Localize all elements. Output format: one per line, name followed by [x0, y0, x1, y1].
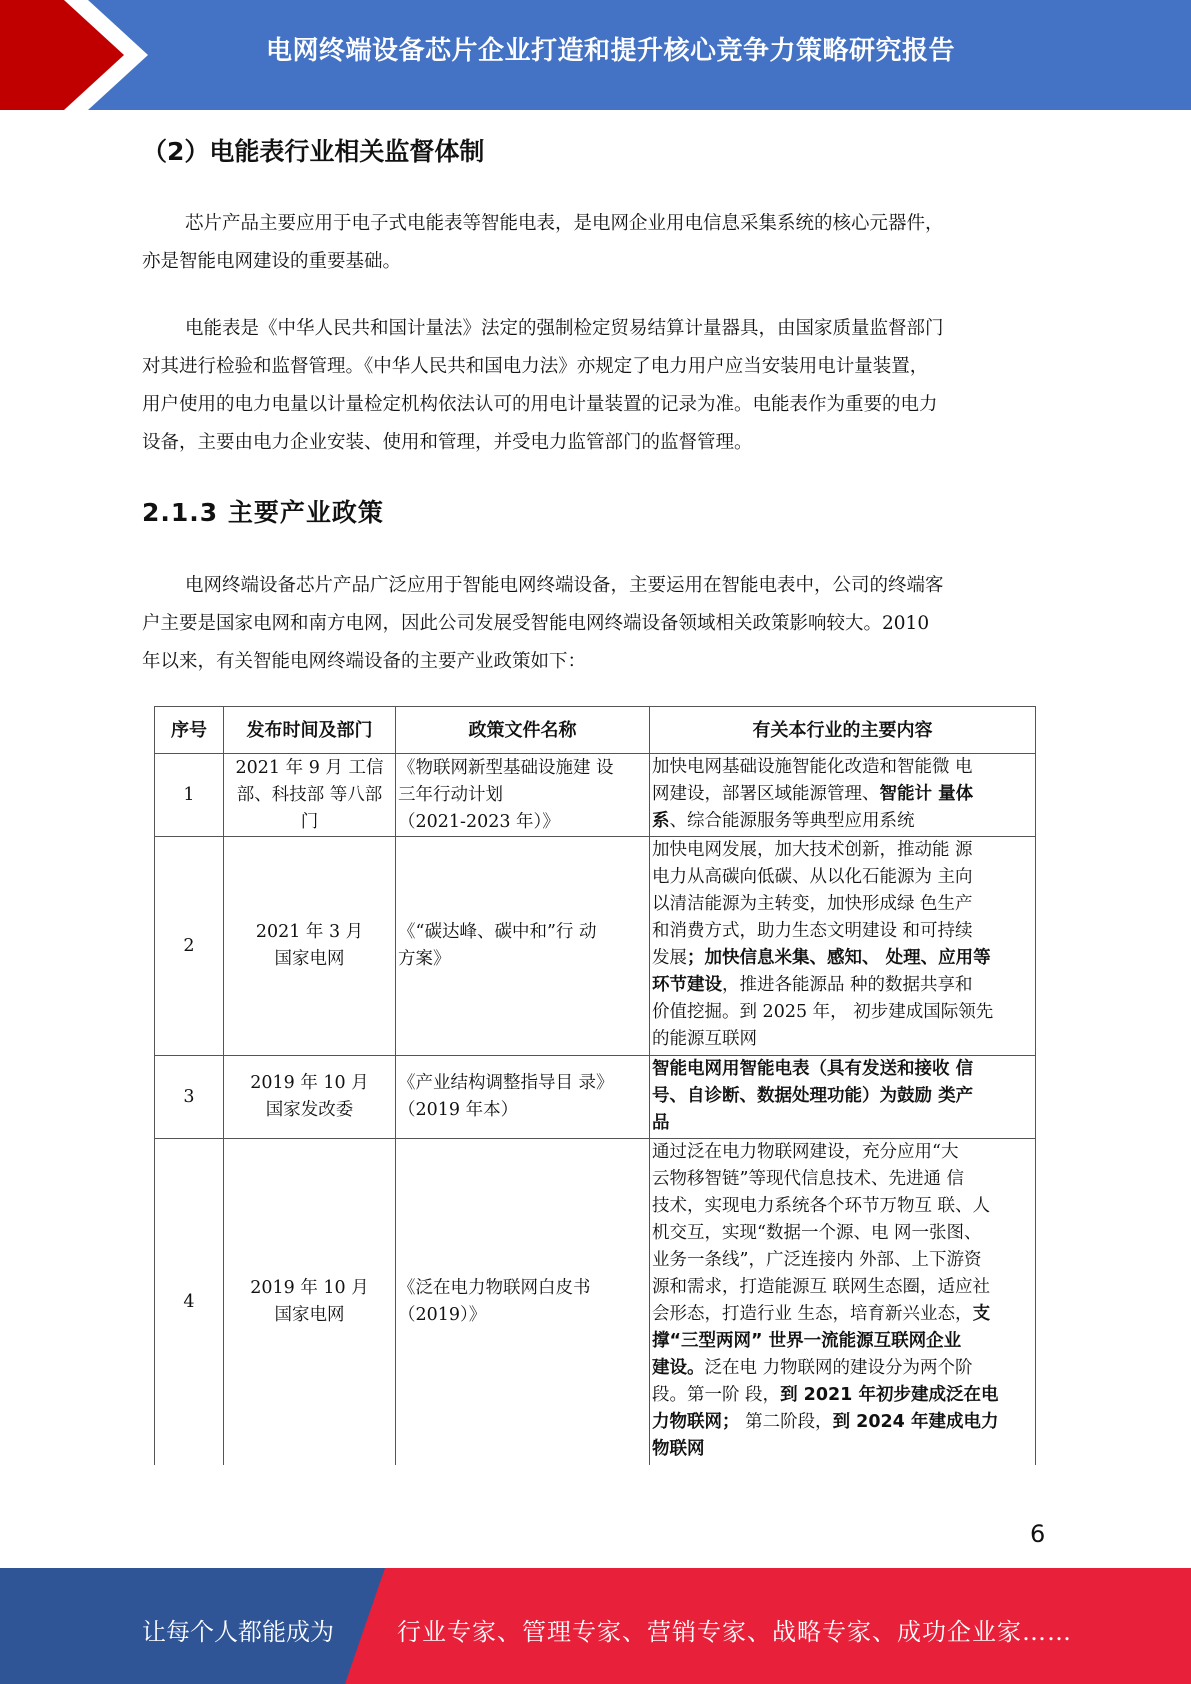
cell-line: 方案》 [398, 949, 451, 969]
cell-line: 2021 年 9 月 工信 [235, 757, 384, 778]
cell-text-bold: 到 2021 年初步建成泛在电 [780, 1385, 999, 1405]
row-number: 3 [155, 1056, 224, 1139]
paragraph-line: 亦是智能电网建设的重要基础。 [142, 251, 402, 272]
cell-text: 会形态，打造行业 生态，培育新兴业态， [652, 1304, 973, 1324]
paragraph-policy-intro [142, 567, 1047, 681]
paragraph-chip-usage [142, 205, 1047, 281]
row-number: 2 [155, 837, 224, 1056]
paragraph-line: 年以来，有关智能电网终端设备的主要产业政策如下： [142, 651, 587, 672]
cell-line: 的能源互联网 [652, 1029, 757, 1049]
cell-line: 门 [300, 811, 319, 832]
row-number: 4 [155, 1139, 224, 1466]
cell-line: 以清洁能源为主转变，加快形成绿 色生产 [652, 894, 973, 914]
table-row [155, 1056, 1036, 1139]
section-heading: 2.1.3 主要产业政策 [142, 498, 384, 527]
cell-line: 《物联网新型基础设施建 设 [398, 757, 614, 778]
table-header-row [155, 707, 1036, 754]
row-time-dept [224, 837, 396, 1056]
cell-line: 《泛在电力物联网白皮书 [398, 1278, 591, 1298]
cell-text: 发展 [652, 948, 687, 968]
paragraph-line: 电网终端设备芯片产品广泛应用于智能电网终端设备，主要运用在智能电表中，公司的终端客 [185, 575, 944, 596]
cell-line: 业务一条线”，广泛连接内 外部、上下游资 [652, 1250, 982, 1270]
cell-line-bold: 撑“三型两网” 世界一流能源互联网企业 [652, 1331, 962, 1351]
column-header-name: 政策文件名称 [396, 707, 650, 754]
column-header-content: 有关本行业的主要内容 [650, 707, 1036, 754]
cell-line-bold: 智能电网用智能电表（具有发送和接收 信 [652, 1059, 974, 1079]
cell-text-bold: ；加快信息米集、感知、 处理、应用等 [687, 948, 991, 968]
cell-line: 三年行动计划 [398, 784, 503, 805]
cell-line: 《“碳达峰、碳中和”行 动 [398, 922, 597, 942]
cell-line: 2021 年 3 月 [255, 922, 364, 942]
cell-text-bold: 到 2024 年建成电力 [832, 1412, 999, 1432]
cell-line: 云物移智链”等现代信息技术、先进通 信 [652, 1169, 965, 1189]
cell-line [652, 1409, 1033, 1436]
cell-line: 国家电网 [274, 1305, 345, 1325]
footer-slogan-left: 让每个人都能成为 [142, 1618, 334, 1646]
row-number: 1 [155, 754, 224, 837]
paragraph-line: 芯片产品主要应用于电子式电能表等智能电表，是电网企业用电信息采集系统的核心元器件， [185, 213, 944, 234]
cell-line: 国家发改委 [265, 1100, 354, 1120]
table-row [155, 1139, 1036, 1466]
report-title: 电网终端设备芯片企业打造和提升核心竞争力策略研究报告 [265, 36, 955, 66]
cell-line [652, 1301, 1033, 1328]
paragraph-line: 电能表是《中华人民共和国计量法》法定的强制检定贸易结算计量器具，由国家质量监督部门 [185, 318, 944, 339]
cell-line: 2019 年 10 月 [250, 1073, 369, 1093]
cell-line: 2019 年 10 月 [250, 1278, 369, 1298]
row-policy-name [396, 837, 650, 1056]
paragraph-line: 设备，主要由电力企业安装、使用和管理，并受电力监管部门的监督管理。 [142, 432, 753, 453]
cell-text-bold: 建设。 [652, 1358, 705, 1378]
cell-text: 第二阶段， [739, 1412, 833, 1432]
policy-table [154, 706, 1036, 1465]
cell-line: （2019 年本） [398, 1100, 519, 1120]
row-policy-name [396, 1056, 650, 1139]
cell-text-bold: 系 [652, 811, 670, 831]
cell-line: 加快电网发展，加大技术创新，推动能 源 [652, 840, 973, 860]
cell-line: 技术，实现电力系统各个环节万物互 联、人 [652, 1196, 991, 1216]
cell-line [652, 945, 1033, 972]
page-number: 6 [1030, 1520, 1046, 1548]
cell-line: 价值挖掘。到 2025 年， 初步建成国际领先 [652, 1002, 994, 1022]
row-content [650, 754, 1036, 837]
cell-line: 源和需求，打造能源互 联网生态圈，适应社 [652, 1277, 991, 1297]
cell-text: 泛在电 力物联网的建设分为两个阶 [704, 1358, 973, 1378]
cell-line: 和消费方式，助力生态文明建设 和可持续 [652, 921, 973, 941]
subsection-heading: （2）电能表行业相关监督体制 [142, 137, 485, 166]
column-header-time: 发布时间及部门 [224, 707, 396, 754]
cell-line-bold: 号、自诊断、数据处理功能）为鼓励 类产 [652, 1086, 974, 1106]
cell-text-bold: 智能计 量体 [879, 784, 974, 804]
cell-line-bold: 物联网 [652, 1439, 705, 1459]
row-time-dept [224, 1139, 396, 1466]
cell-line [652, 808, 1033, 835]
page-header [0, 0, 1191, 110]
row-time-dept [224, 754, 396, 837]
cell-text-bold: 环节建设 [652, 975, 722, 995]
cell-line: 部、科技部 等八部 [236, 784, 383, 805]
cell-line: 加快电网基础设施智能化改造和智能微 电 [652, 757, 973, 777]
table-row [155, 837, 1036, 1056]
cell-text-bold: 力物联网； [652, 1412, 740, 1432]
cell-line: 电力从高碳向低碳、从以化石能源为 主向 [652, 867, 973, 887]
cell-line: 国家电网 [274, 949, 345, 969]
cell-text: 段。第一阶 段， [652, 1385, 781, 1405]
cell-text: 网建设，部署区域能源管理、 [652, 784, 880, 804]
cell-line: 机交互，实现“数据一个源、电 网一张图、 [652, 1223, 982, 1243]
row-policy-name [396, 754, 650, 837]
page-footer [0, 1568, 1191, 1684]
table-row [155, 754, 1036, 837]
cell-line: 通过泛在电力物联网建设，充分应用“大 [652, 1142, 959, 1162]
row-policy-name [396, 1139, 650, 1466]
paragraph-line: 用户使用的电力电量以计量检定机构依法认可的用电计量装置的记录为准。电能表作为重要的电力 [142, 394, 938, 415]
cell-text-bold: 支 [972, 1304, 991, 1324]
cell-text: 、综合能源服务等典型应用系统 [669, 811, 915, 831]
paragraph-line: 户主要是国家电网和南方电网，因此公司发展受智能电网终端设备领域相关政策影响较大。2010 [142, 613, 930, 634]
cell-line [652, 1355, 1033, 1382]
footer-slogan-right: 行业专家、管理专家、营销专家、战略专家、成功企业家…… [397, 1618, 1072, 1646]
cell-line [652, 781, 1033, 808]
cell-line: （2021-2023 年）》 [398, 811, 560, 832]
cell-line [652, 972, 1033, 999]
paragraph-line: 对其进行检验和监督管理。《中华人民共和国电力法》亦规定了电力用户应当安装用电计量装置， [142, 356, 929, 377]
cell-line-bold: 品 [652, 1113, 670, 1133]
paragraph-meter-regulation [142, 310, 1047, 462]
cell-line [652, 1382, 1033, 1409]
cell-text: ，推进各能源品 种的数据共享和 [722, 975, 973, 995]
cell-line: 《产业结构调整指导目 录》 [398, 1073, 614, 1093]
row-time-dept [224, 1056, 396, 1139]
column-header-no: 序号 [155, 707, 224, 754]
row-content [650, 1056, 1036, 1139]
row-content [650, 837, 1036, 1056]
row-content [650, 1139, 1036, 1466]
cell-line: （2019）》 [398, 1305, 487, 1325]
